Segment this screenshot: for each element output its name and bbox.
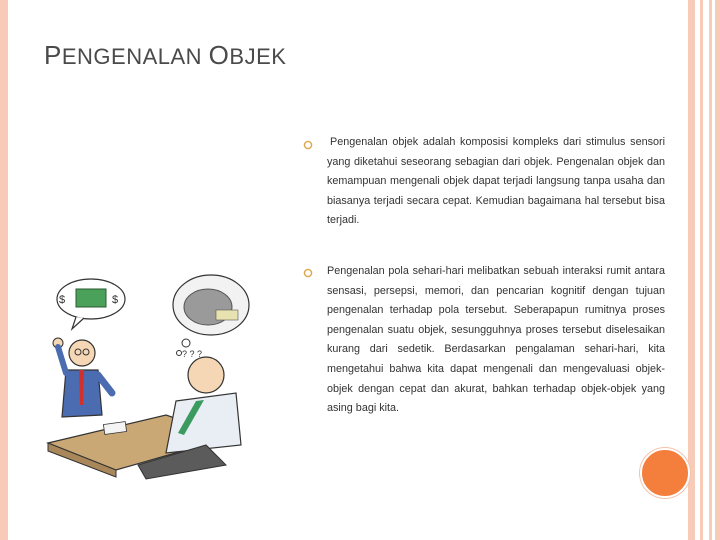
right-decorative-stripe	[715, 0, 720, 540]
svg-text:? ? ?: ? ? ?	[182, 349, 203, 359]
right-decorative-stripe	[709, 0, 712, 540]
svg-text:$: $	[112, 294, 119, 306]
bullet-icon	[303, 268, 313, 278]
bullet-paragraph-1: Pengenalan objek adalah komposisi kompleks dari stimulus sensori yang diketahui seseorang sebagian dari objek. Pengenalan objek dan kemampuan mengenali objek dapat terjadi langsung tanpa usaha dan biasanya terjadi secara cepat. Kemudian bagaimana hal tersebut bisa terjadi.	[327, 136, 665, 227]
right-decorative-stripe	[700, 0, 703, 540]
right-decorative-bar	[688, 0, 695, 540]
svg-text:$: $	[59, 294, 66, 306]
bullet-icon	[303, 140, 313, 150]
left-decorative-bar	[0, 0, 8, 540]
slide-title: PENGENALAN OBJEK	[44, 40, 287, 70]
cartoon-illustration	[46, 265, 256, 480]
orange-circle-decoration	[640, 448, 690, 498]
bullet-paragraph-2: Pengenalan pola sehari-hari melibatkan sebuah interaksi rumit antara sensasi, persepsi, memori, dan pencarian kognitif dengan tujuan pengenalan terhadap pola tersebut. Seberapapun rumitnya proses pengenalan suatu objek, sesungguhnya proses tersebut diselesaikan kurang dari sedetik. Berdasarkan pengalaman sehari-hari, kita mengetahui bahwa kita dapat mengenali dan mengevaluasi objek-objek dengan cepat dan akurat, bahkan terhadap objek-objek yang asing bagi kita.	[327, 265, 665, 415]
